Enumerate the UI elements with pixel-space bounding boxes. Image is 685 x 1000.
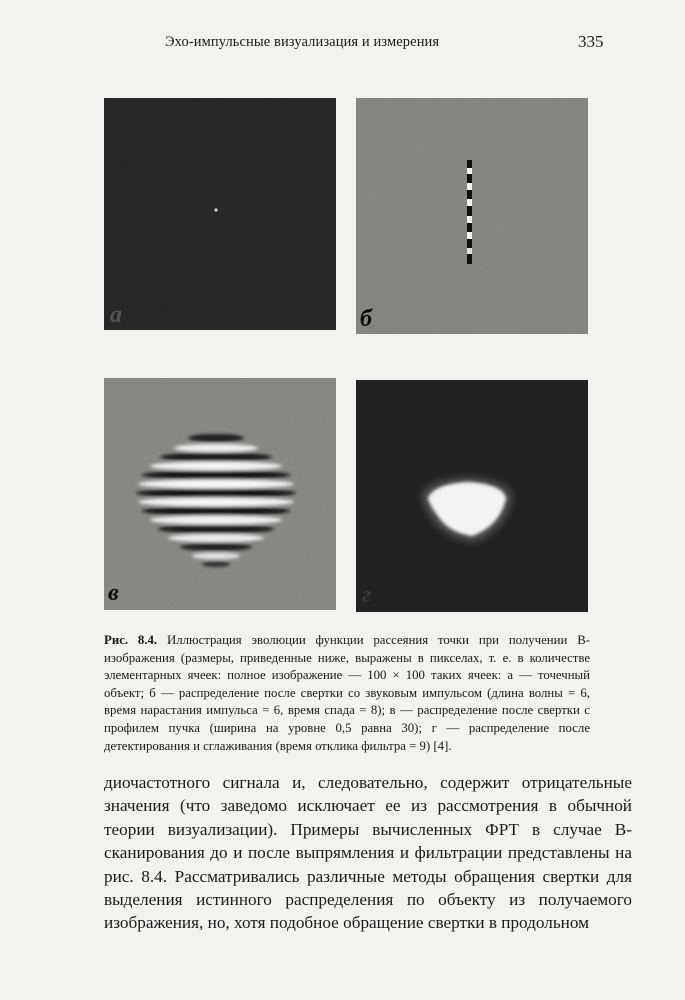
figure-panel-a: [104, 98, 336, 330]
figure-label: Рис. 8.4.: [104, 633, 158, 647]
figure-caption: [104, 632, 590, 755]
body-paragraph: диочастотного сигнала и, следовательно, содержит отрицательные значения (что заведомо исключает ее из рассмотрения в обычной теории визуализации). Примеры вычисленных ФРТ в случае В-сканирования до и после выпрямления и фильтрации представлены на рис. 8.4. Рассматривались различные методы обращения свертки для выделения истинного распределения по объекту из получаемого изображения, но, хотя подобное обращение свертки в продольном: [104, 773, 632, 933]
figure-panel-c: [104, 378, 336, 610]
page-number: 335: [578, 32, 604, 51]
panel-label-b: б: [360, 306, 372, 332]
figure-panel-d: [356, 380, 588, 612]
panel-label-d: г: [362, 582, 371, 608]
figure-panel-b: [356, 98, 588, 334]
page-header: [0, 34, 685, 58]
pulse-line: [467, 160, 472, 264]
panel-label-c: в: [108, 580, 119, 606]
running-title: Эхо-импульсные визуализация и измерения: [165, 34, 440, 50]
panel-label-a: a: [110, 302, 122, 328]
caption-text: Иллюстрация эволюции функции рассеяния точки при получении В-изображения (размеры, приведенные ниже, выражены в пикселах, т. е. в количестве элементарных ячеек: полное изображение — 100 × 100 таких ячеек: а — точечный объект; б — распределение после свертки со звуковым импульсом (длина волны = 6, время нарастания импульса = 6, время спада = 8); в — распределение после свертки с профилем пучка (ширина на уровне 0,5 равна 30); г — распределение после детектирования и сглаживания (время отклика фильтра = 9) [4].: [104, 633, 591, 753]
point-object-dot: [214, 208, 217, 211]
